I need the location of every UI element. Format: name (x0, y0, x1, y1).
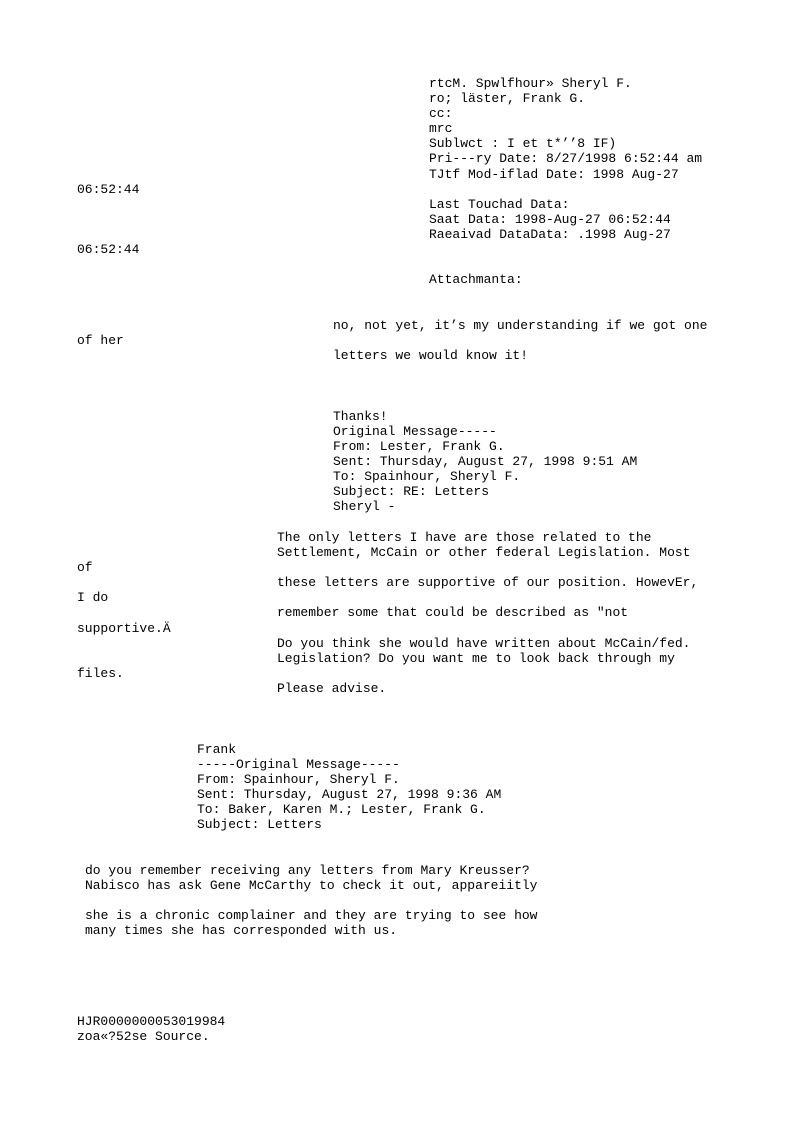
header-mrc: mrc (429, 121, 453, 136)
reply2-line: Settlement, McCain or other federal Legislation. Most (277, 545, 691, 560)
reply2-line-wrap: files. (77, 666, 124, 681)
reply2-line: Do you think she would have written about McCain/fed. (277, 636, 691, 651)
header-cc: cc: (429, 106, 453, 121)
reply3-signature: Frank (197, 742, 237, 757)
header-last-touched: Last Touchad Data: (429, 197, 570, 212)
header-subject: Sublwct : I et t*’’8 IF) (429, 136, 617, 151)
header-attachments: Attachmanta: (429, 272, 523, 287)
reply1-to: To: Spainhour, Sheryl F. (333, 469, 521, 484)
original-body-line: Nabisco has ask Gene McCarthy to check it out, appareiitly (85, 878, 538, 893)
original-body-line: she is a chronic complainer and they are trying to see how (85, 908, 538, 923)
reply1-sent: Sent: Thursday, August 27, 1998 9:51 AM (333, 454, 638, 469)
reply2-line: Please advise. (277, 681, 387, 696)
reply2-line: The only letters I have are those related to the (277, 530, 652, 545)
original-body-line: do you remember receiving any letters from Mary Kreusser? (85, 863, 530, 878)
reply2-line: Legislation? Do you want me to look back through my (277, 651, 675, 666)
header-sent-date: Saat Data: 1998-Aug-27 06:52:44 (429, 212, 671, 227)
reply2-line-wrap: of (77, 560, 93, 575)
reply2-line: remember some that could be described as "not (277, 605, 629, 620)
reply2-line: these letters are supportive of our position. HowevEr, (277, 575, 699, 590)
reply3-from: From: Spainhour, Sheryl F. (197, 772, 400, 787)
header-received-time: 06:52:44 (77, 242, 140, 257)
header-modified-time: 06:52:44 (77, 182, 140, 197)
reply2-line-wrap: I do (77, 590, 109, 605)
reply3-sent: Sent: Thursday, August 27, 1998 9:36 AM (197, 787, 502, 802)
reply2-line-wrap: supportive.Ä (77, 621, 171, 636)
header-to: ro; läster, Frank G. (429, 91, 586, 106)
reply1-line-wrap: of her (77, 333, 124, 348)
reply1-salutation: Sheryl - (333, 499, 396, 514)
header-modified-date: TJtf Mod-iflad Date: 1998 Aug-27 (429, 167, 679, 182)
header-from: rtcM. Spwlfhour» Sheryl F. (429, 76, 632, 91)
original-body-line: many times she has corresponded with us. (85, 923, 398, 938)
footer-doc-id: HJR0000000053019984 (77, 1014, 226, 1029)
header-primary-date: Pri---ry Date: 8/27/1998 6:52:44 am (429, 151, 703, 166)
reply1-line: letters we would know it! (333, 348, 529, 363)
reply1-original-message-header: Original Message----- (333, 424, 497, 439)
reply3-to: To: Baker, Karen M.; Lester, Frank G. (197, 802, 486, 817)
reply1-line: no, not yet, it’s my understanding if we got one (333, 318, 708, 333)
reply1-from: From: Lester, Frank G. (333, 439, 505, 454)
reply3-original-message-header: -----Original Message----- (197, 757, 400, 772)
reply3-subject: Subject: Letters (197, 817, 322, 832)
reply1-subject: Subject: RE: Letters (333, 484, 490, 499)
header-received-date: Raeaivad DataData: .1998 Aug-27 (429, 227, 671, 242)
footer-source: zoa«?52se Source. (77, 1029, 210, 1044)
reply1-thanks: Thanks! (333, 409, 388, 424)
